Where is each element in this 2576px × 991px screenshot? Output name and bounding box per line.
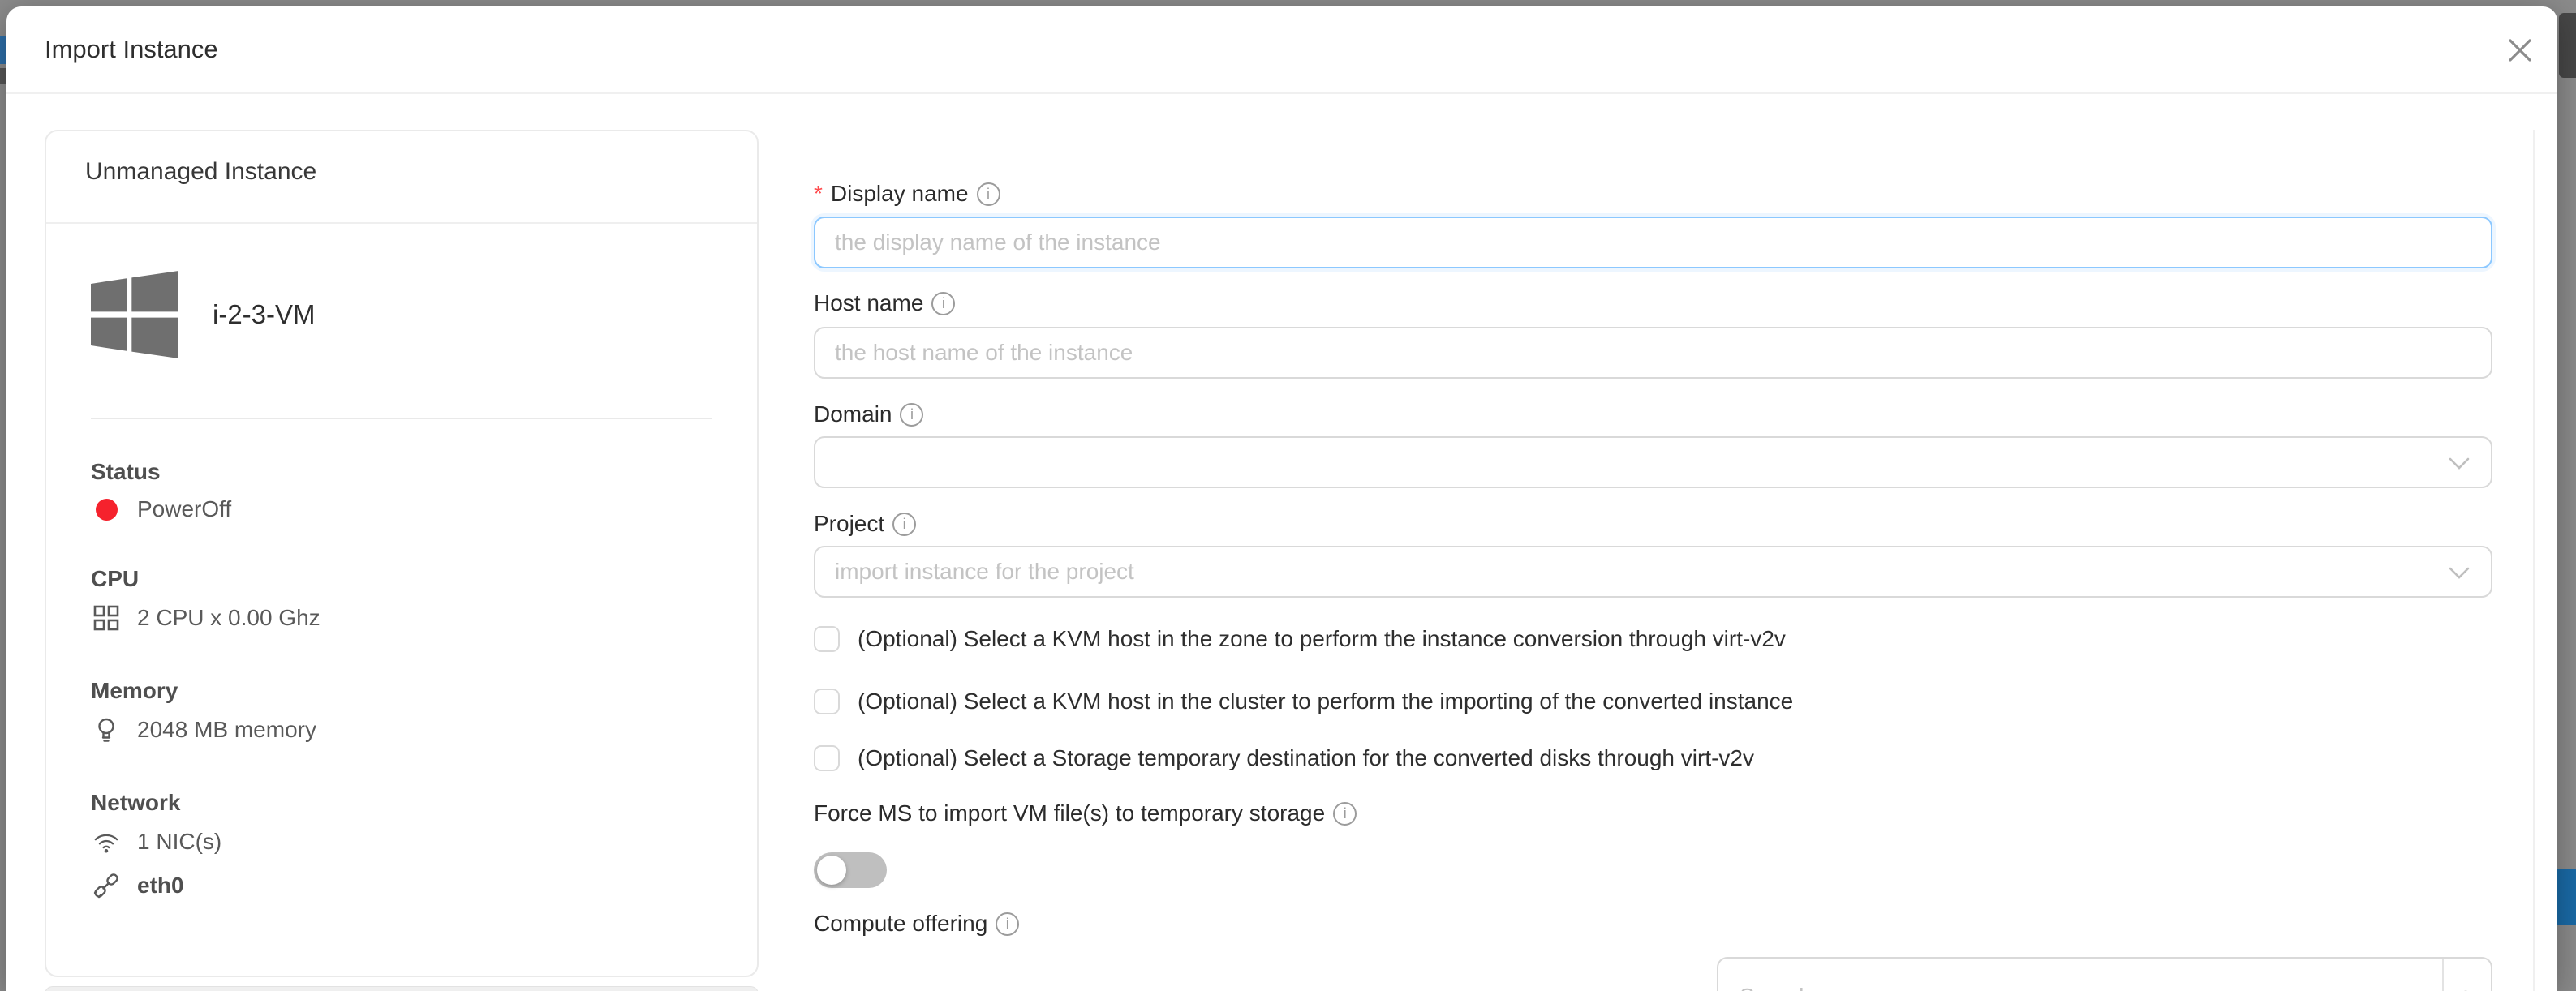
compute-offering-label: Compute offering i bbox=[814, 907, 1019, 941]
modal-title: Import Instance bbox=[45, 35, 218, 63]
instance-name: i-2-3-VM bbox=[213, 299, 316, 329]
status-row bbox=[93, 496, 231, 522]
status-dot bbox=[96, 499, 118, 521]
status-heading: Status bbox=[91, 459, 161, 484]
close-button[interactable] bbox=[2497, 28, 2543, 73]
appstore-icon bbox=[93, 605, 119, 631]
chevron-down-icon bbox=[2449, 457, 2470, 470]
compute-offering-search bbox=[1717, 957, 2492, 991]
checkbox-kvm-host-zone[interactable]: (Optional) Select a KVM host in the zone to perform the instance conversion through virt-v2v bbox=[814, 623, 1786, 655]
card-head-divider bbox=[46, 222, 757, 224]
project-select[interactable] bbox=[814, 546, 2492, 598]
force-ms-toggle[interactable] bbox=[814, 852, 887, 888]
close-icon bbox=[2506, 36, 2534, 64]
info-icon[interactable] bbox=[977, 182, 1000, 206]
page-scrollbar-thumb[interactable] bbox=[2557, 869, 2576, 925]
checkbox-box[interactable] bbox=[814, 689, 840, 714]
display-name-input[interactable] bbox=[814, 217, 2492, 268]
host-name-input[interactable] bbox=[814, 327, 2492, 379]
memory-row bbox=[93, 717, 316, 743]
memory-heading: Memory bbox=[91, 678, 178, 703]
search-button[interactable] bbox=[2442, 959, 2491, 991]
status-value: PowerOff bbox=[137, 496, 232, 521]
domain-select[interactable] bbox=[814, 436, 2492, 488]
required-asterisk: * bbox=[814, 181, 823, 206]
info-icon[interactable] bbox=[931, 292, 955, 315]
unmanaged-instance-card bbox=[45, 130, 759, 977]
info-icon[interactable] bbox=[1333, 802, 1357, 826]
cpu-heading: CPU bbox=[91, 566, 140, 591]
nic-name: eth0 bbox=[137, 873, 184, 898]
checkbox-box[interactable] bbox=[814, 626, 840, 652]
card-inset-divider bbox=[91, 418, 712, 419]
info-icon[interactable] bbox=[900, 403, 923, 427]
checkbox-kvm-host-cluster[interactable]: (Optional) Select a KVM host in the cluster to perform the importing of the converted instance bbox=[814, 685, 1793, 718]
memory-value: 2048 MB memory bbox=[137, 717, 316, 742]
windows-logo-icon bbox=[91, 271, 178, 358]
search-icon bbox=[2453, 986, 2481, 991]
body-right-divider bbox=[2533, 130, 2535, 991]
cpu-value: 2 CPU x 0.00 Ghz bbox=[137, 605, 320, 630]
next-card-peek bbox=[45, 986, 759, 991]
toggle-knob bbox=[817, 856, 846, 885]
info-icon[interactable] bbox=[892, 513, 916, 536]
project-select-placeholder: import instance for the project bbox=[835, 559, 1134, 584]
display-name-label: * Display name i bbox=[814, 177, 1000, 211]
instance-os-row bbox=[91, 271, 316, 358]
checkbox-storage-destination[interactable]: (Optional) Select a Storage temporary destination for the converted disks through virt-v2v bbox=[814, 742, 1754, 774]
nic-name-row bbox=[93, 873, 184, 899]
nic-count: 1 NIC(s) bbox=[137, 829, 222, 854]
force-ms-label: Force MS to import VM file(s) to temporary storage i bbox=[814, 796, 1357, 830]
nic-count-row bbox=[93, 829, 221, 855]
card-title: Unmanaged Instance bbox=[85, 158, 317, 185]
api-icon bbox=[93, 873, 119, 899]
network-heading: Network bbox=[91, 790, 181, 815]
import-instance-modal bbox=[6, 6, 2557, 991]
page-edge-right bbox=[2557, 0, 2576, 991]
info-icon[interactable] bbox=[996, 912, 1019, 936]
checkbox-box[interactable] bbox=[814, 745, 840, 771]
wifi-icon bbox=[93, 829, 119, 855]
cpu-row bbox=[93, 605, 320, 631]
project-label: Project i bbox=[814, 507, 916, 541]
chevron-down-icon bbox=[2449, 567, 2470, 580]
domain-label: Domain i bbox=[814, 397, 923, 431]
page-edge-glyph bbox=[2559, 13, 2576, 78]
search-input[interactable] bbox=[1718, 959, 2442, 991]
host-name-label: Host name i bbox=[814, 286, 955, 320]
import-form bbox=[814, 6, 2492, 991]
bulb-icon bbox=[93, 717, 119, 743]
